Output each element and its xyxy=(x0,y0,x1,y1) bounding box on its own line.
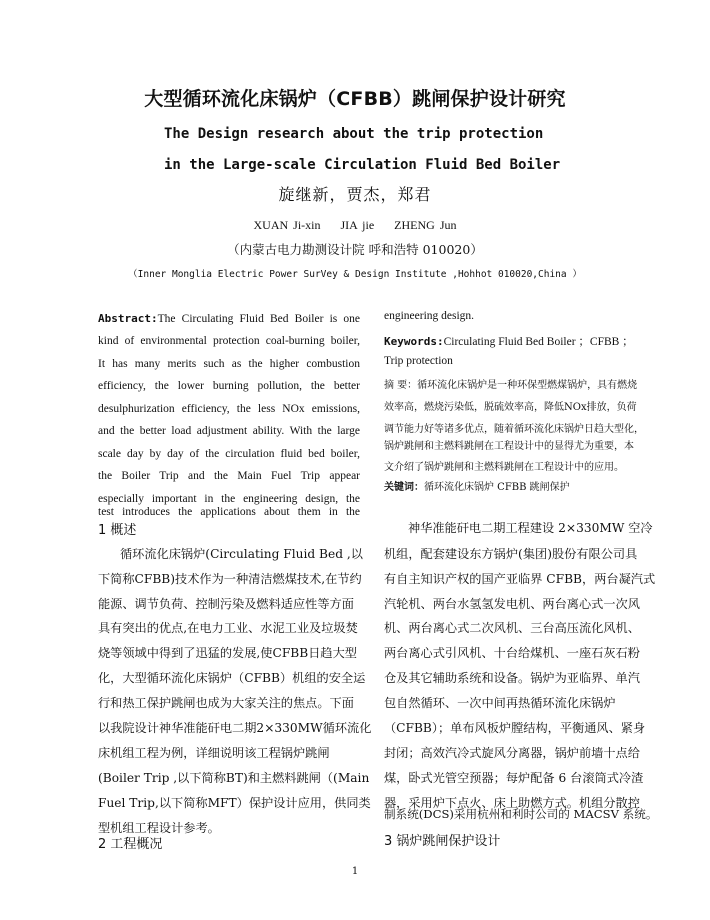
section-1-line: 能源、调节负荷、控制污染及燃料适应性等方面 xyxy=(98,597,354,611)
section-1-line: 化，大型循环流化床锅炉（CFBB）机组的安全运 xyxy=(98,671,366,685)
section-1-line: 具有突出的优点,在电力工业、水泥工业及垃圾焚 xyxy=(98,621,358,635)
section-1-line: 循环流化床锅炉(Circulating Fluid Bed ,以 xyxy=(120,547,363,561)
page-number: 1 xyxy=(351,866,359,877)
abstract-line: the Boiler Trip and the Main Fuel Trip appear xyxy=(98,470,360,482)
abstract-line: and the better load adjustment ability. With the large xyxy=(98,425,360,437)
abstract-line: scale day by day of the circulation fluid bed boiler, xyxy=(98,448,360,460)
abstract-label: Abstract: xyxy=(98,312,158,325)
abstract-line: Abstract:The Circulating Fluid Bed Boiler is one xyxy=(98,312,360,325)
authors-cn: 旋继新，贾杰，郑君 xyxy=(278,185,432,204)
section-1-line: (Boiler Trip ,以下简称BT)和主燃料跳闸（(Main xyxy=(98,771,370,785)
section-1-line: Fuel Trip,以下简称MFT）保护设计应用，供同类 xyxy=(98,796,371,810)
keywords-cn xyxy=(384,478,646,493)
paper-title-en-line1: The Design research about the trip protection xyxy=(164,126,544,142)
keywords-cn-text: 循环流化床锅炉 CFBB 跳闸保护 xyxy=(424,482,570,493)
paper-title-en-line2: in the Large-scale Circulation Fluid Bed Boiler xyxy=(164,157,561,173)
section-2-line: 机组，配套建设东方锅炉(集团)股份有限公司具 xyxy=(384,547,638,561)
section-2-line: 器，采用炉下点火、床上助燃方式。机组分散控 xyxy=(384,796,640,810)
abstract-line: test introduces the applications about them in the xyxy=(98,506,360,518)
abstract-cn-line: 调节能力好等诸多优点，随着循环流化床锅炉日趋大型化， xyxy=(384,424,644,435)
section-2-line: 神华准能矸电二期工程建设 2×330MW 空冷 xyxy=(408,521,653,535)
section-1-line: 下简称CFBB)技术作为一种清洁燃煤技术,在节约 xyxy=(98,572,362,586)
section-3-heading: 3 锅炉跳闸保护设计 xyxy=(384,834,501,849)
keywords-en-line2: Trip protection xyxy=(384,355,453,367)
paper-title-cn: 大型循环流化床锅炉（CFBB）跳闸保护设计研究 xyxy=(144,88,566,110)
keywords-cn-label: 关键词： xyxy=(384,482,424,493)
abstract-cn-line: 摘 要：循环流化床锅炉是一种环保型燃煤锅炉，具有燃烧 xyxy=(384,380,638,391)
section-1-line: 以我院设计神华准能矸电二期2×330MW循环流化 xyxy=(98,721,372,735)
section-2-line: 机、两台离心式二次风机、三台高压流化风机、 xyxy=(384,621,640,635)
section-2-line: 汽轮机、两台水氢氢发电机、两台离心式一次风 xyxy=(384,597,640,611)
section-2-heading: 2 工程概况 xyxy=(98,837,163,852)
section-1-line: 行和热工保护跳闸也成为大家关注的焦点。下面 xyxy=(98,696,354,710)
abstract-cn-line: 文介绍了锅炉跳闸和主燃料跳闸在工程设计中的应用。 xyxy=(384,462,624,473)
affiliation-en: （Inner Monglia Electric Power SurVey & Design Institute ,Hohhot 010020,China ） xyxy=(128,269,582,280)
section-2-line: （CFBB）；单布风板炉膛结构，平衡通风、紧身 xyxy=(384,721,646,735)
section-1-line: 型机组工程设计参考。 xyxy=(98,821,220,835)
section-2-line: 包自然循环、一次中间再热循环流化床锅炉 xyxy=(384,696,616,710)
authors-en: XUAN Ji-xin JIA jie ZHENG Jun xyxy=(253,218,457,232)
abstract-line: efficiency, the lower burning pollution, the better xyxy=(98,380,360,392)
section-1-line: 烧等领域中得到了迅猛的发展,使CFBB日趋大型 xyxy=(98,646,357,660)
section-2-line: 仓及其它辅助系统和设备。锅炉为亚临界、单汽 xyxy=(384,671,640,685)
section-1-heading: 1 概述 xyxy=(98,523,137,538)
section-2-line: 制系统(DCS)采用杭州和利时公司的 MACSV 系统。 xyxy=(384,807,658,821)
affiliation-cn: （内蒙古电力勘测设计院 呼和浩特 010020） xyxy=(227,242,483,257)
keywords-en xyxy=(384,333,646,349)
abstract-continuation: engineering design. xyxy=(384,310,475,322)
abstract-line: desulphurization efficiency, the less NOx emissions, xyxy=(98,403,360,415)
abstract-line: It has many merits such as the higher combustion xyxy=(98,358,360,370)
section-2-line: 煤，卧式光管空预器；每炉配备 6 台滚筒式冷渣 xyxy=(384,771,644,785)
keywords-label: Keywords: xyxy=(384,335,444,348)
section-2-line: 有自主知识产权的国产亚临界 CFBB，两台凝汽式 xyxy=(384,572,656,586)
keywords-text: Circulating Fluid Bed Boiler ；CFBB ； xyxy=(443,336,634,348)
section-2-line: 两台离心式引风机、十台给煤机、一座石灰石粉 xyxy=(384,646,640,660)
section-1-line: 床机组工程为例，详细说明该工程锅炉跳闸 xyxy=(98,746,330,760)
abstract-line: kind of environmental protection coal-burning boiler, xyxy=(98,335,360,347)
abstract-cn-line: 效率高，燃烧污染低，脱硫效率高，降低NOx排放，负荷 xyxy=(384,402,637,413)
abstract-line: especially important in the engineering design, the xyxy=(98,493,360,505)
abstract-cn-line: 锅炉跳闸和主燃料跳闸在工程设计中的显得尤为重要，本 xyxy=(384,441,634,452)
section-2-line: 封闭；高效汽冷式旋风分离器，锅炉前墙十点给 xyxy=(384,746,640,760)
